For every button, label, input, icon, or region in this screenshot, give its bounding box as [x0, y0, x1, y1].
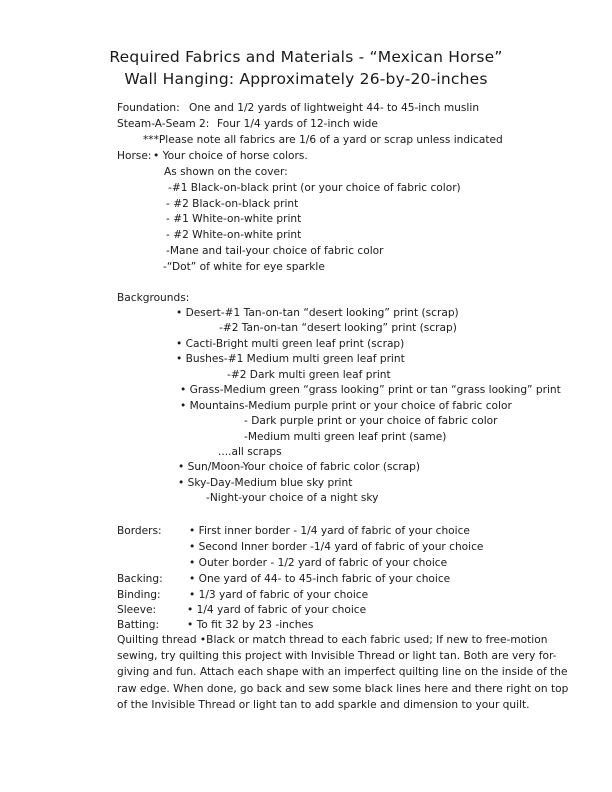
- batting-value: • To fit 32 by 23 -inches: [187, 619, 314, 631]
- horse-item: - #2 Black-on-black print: [166, 198, 299, 210]
- horse-label: Horse:: [117, 150, 152, 162]
- background-item: • Sun/Moon-Your choice of fabric color (scrap): [178, 461, 421, 473]
- fabric-note: ***Please note all fabrics are 1/6 of a yard or scrap unless indicated: [143, 134, 503, 146]
- border-item: • First inner border - 1/4 yard of fabric of your choice: [189, 525, 470, 537]
- quilting-line: sewing, try quilting this project with Invisible Thread or light tan. Both are very for-: [117, 650, 557, 663]
- background-item: • Sky-Day-Medium blue sky print: [178, 477, 353, 489]
- background-item: • Bushes-#1 Medium multi green leaf print: [176, 353, 405, 365]
- horse-item: -#1 Black-on-black print (or your choice of fabric color): [168, 182, 461, 194]
- horse-subhead: As shown on the cover:: [164, 166, 288, 178]
- quilting-paragraph: [117, 632, 587, 713]
- page-title-line-1: Required Fabrics and Materials - “Mexican Horse”: [109, 48, 503, 66]
- border-item: • Second Inner border -1/4 yard of fabric of your choice: [189, 541, 484, 553]
- background-item: -#2 Tan-on-tan “desert looking” print (scrap): [219, 322, 457, 334]
- binding-label: Binding:: [117, 589, 161, 601]
- background-item: • Desert-#1 Tan-on-tan “desert looking” print (scrap): [176, 307, 459, 319]
- background-item: -#2 Dark multi green leaf print: [227, 369, 391, 381]
- backing-value: • One yard of 44- to 45-inch fabric of your choice: [189, 573, 451, 585]
- quilting-line: of the Invisible Thread or light tan to add sparkle and dimension to your quilt.: [117, 698, 530, 711]
- sleeve-value: • 1/4 yard of fabric of your choice: [187, 604, 367, 616]
- border-item: • Outer border - 1/2 yard of fabric of your choice: [189, 557, 448, 569]
- horse-item: -Mane and tail-your choice of fabric color: [166, 245, 384, 257]
- sleeve-label: Sleeve:: [117, 604, 157, 616]
- horse-bullet: • Your choice of horse colors.: [153, 150, 308, 162]
- quilting-line: raw edge. When done, go back and sew some black lines here and there right on top: [117, 682, 569, 695]
- backgrounds-label: Backgrounds:: [117, 292, 190, 304]
- borders-label: Borders:: [117, 525, 162, 537]
- background-item: -Medium multi green leaf print (same): [244, 431, 447, 443]
- steam-value: Four 1/4 yards of 12-inch wide: [217, 118, 378, 130]
- steam-label: Steam-A-Seam 2:: [117, 118, 210, 130]
- background-item: • Cacti-Bright multi green leaf print (scrap): [176, 338, 405, 350]
- horse-item: - #1 White-on-white print: [166, 213, 302, 225]
- page-title-line-2: Wall Hanging: Approximately 26-by-20-inches: [124, 70, 488, 88]
- horse-item: - #2 White-on-white print: [166, 229, 302, 241]
- backing-label: Backing:: [117, 573, 163, 585]
- quilting-line: giving and fun. Attach each shape with an imperfect quilting line on the inside of the: [117, 666, 568, 679]
- background-item: • Mountains-Medium purple print or your choice of fabric color: [180, 400, 512, 412]
- background-item: • Grass-Medium green “grass looking” print or tan “grass looking” print: [180, 384, 561, 396]
- foundation-value: One and 1/2 yards of lightweight 44- to 45-inch muslin: [189, 102, 480, 114]
- background-item: ....all scraps: [218, 446, 282, 458]
- quilting-line: Quilting thread •Black or match thread to each fabric used; If new to free-motion: [117, 634, 548, 646]
- binding-value: • 1/3 yard of fabric of your choice: [189, 589, 369, 601]
- background-item: -Night-your choice of a night sky: [206, 492, 379, 504]
- foundation-label: Foundation:: [117, 102, 180, 114]
- horse-item: -“Dot” of white for eye sparkle: [163, 261, 325, 273]
- batting-label: Batting:: [117, 619, 160, 631]
- background-item: - Dark purple print or your choice of fabric color: [244, 415, 498, 427]
